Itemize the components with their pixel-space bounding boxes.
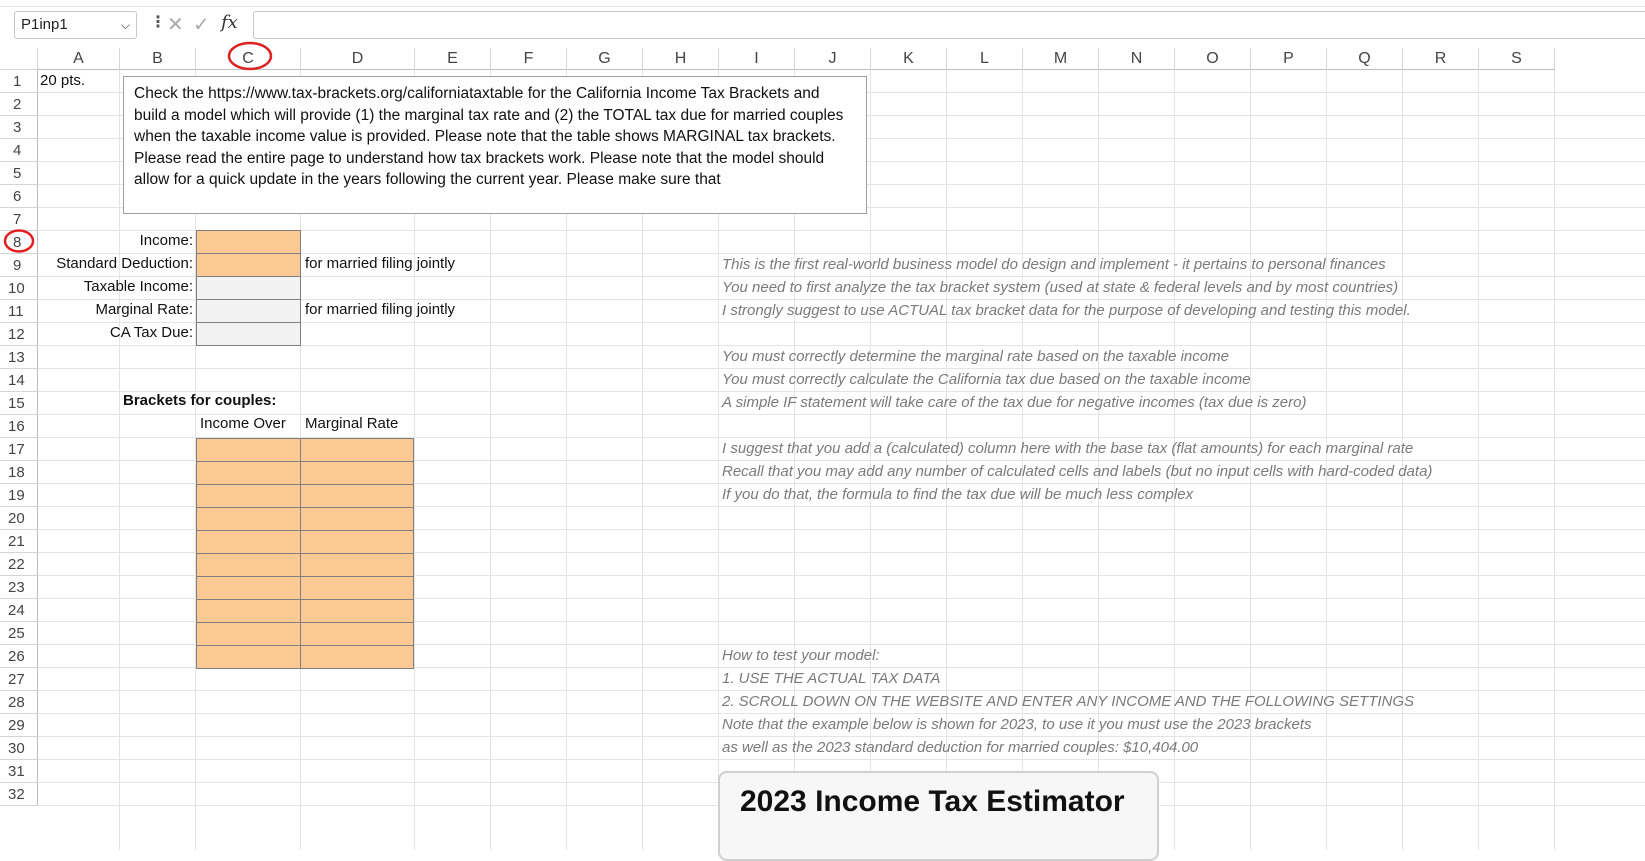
column-header-i[interactable]: I (719, 48, 795, 70)
annotation-circle-row8 (2, 228, 36, 254)
row-header-14[interactable]: 14 (0, 369, 38, 392)
row-header-12[interactable]: 12 (0, 323, 38, 346)
row-header-4[interactable]: 4 (0, 139, 38, 162)
brackets-heading: Brackets for couples: (123, 392, 277, 409)
ribbon-edge (0, 0, 1645, 7)
note-line: A simple IF statement will take care of the tax due for negative incomes (tax due is zero) (722, 394, 1307, 411)
marginal-rate-cell[interactable] (300, 484, 414, 508)
column-header-m[interactable]: M (1023, 48, 1099, 70)
row-header-27[interactable]: 27 (0, 668, 38, 691)
marginal-rate-cell[interactable] (300, 599, 414, 623)
row-header-28[interactable]: 28 (0, 691, 38, 714)
row-header-10[interactable]: 10 (0, 277, 38, 300)
note-line: 1. USE THE ACTUAL TAX DATA (722, 670, 941, 687)
select-all-corner[interactable] (0, 48, 38, 70)
marginal-rate-cell[interactable] (300, 461, 414, 485)
note-line: Recall that you may add any number of calculated cells and labels (but no input cells with hard-coded data) (722, 463, 1433, 480)
std-deduction-label: Standard Deduction: (56, 255, 193, 272)
column-header-s[interactable]: S (1479, 48, 1555, 70)
column-header-k[interactable]: K (871, 48, 947, 70)
marginal-rate-cell[interactable] (300, 622, 414, 646)
row-header-2[interactable]: 2 (0, 93, 38, 116)
row-header-29[interactable]: 29 (0, 714, 38, 737)
row-header-19[interactable]: 19 (0, 484, 38, 507)
column-header-c[interactable]: C (196, 48, 301, 70)
income-over-header: Income Over (200, 415, 286, 432)
row-header-21[interactable]: 21 (0, 530, 38, 553)
column-header-a[interactable]: A (38, 48, 120, 70)
row-header-23[interactable]: 23 (0, 576, 38, 599)
column-header-r[interactable]: R (1403, 48, 1479, 70)
note-line: You must correctly calculate the California tax due based on the taxable income (722, 371, 1251, 388)
income-input[interactable] (196, 230, 301, 254)
income-over-cell[interactable] (196, 507, 301, 531)
marginal-rate-cell[interactable] (300, 553, 414, 577)
more-options-icon[interactable]: ⋮ (150, 14, 166, 31)
income-over-cell[interactable] (196, 645, 301, 669)
income-over-cell[interactable] (196, 438, 301, 462)
marginal-rate-cell[interactable] (300, 438, 414, 462)
row-header-31[interactable]: 31 (0, 760, 38, 783)
estimator-title: 2023 Income Tax Estimator (740, 785, 1125, 818)
note-line: as well as the 2023 standard deduction for married couples: $10,404.00 (722, 739, 1199, 756)
ca-tax-due-cell[interactable] (196, 322, 301, 346)
ca-tax-due-label: CA Tax Due: (109, 324, 193, 341)
marginal-rate-cell[interactable] (196, 299, 301, 323)
fx-icon[interactable]: fx (221, 12, 238, 33)
note-line: This is the first real-world business model do design and implement - it pertains to personal finances (722, 256, 1386, 273)
instructions-text: Check the https://www.tax-brackets.org/californiataxtable for the California Income Tax Brackets and build a model which will provide (1) the marginal tax rate and (2) the TOTAL tax due for married couples when the taxable income value is provided. Please note that the table shows MARGINAL tax brackets. Please read the entire page to understand how tax brackets work. Please note that the model should allow for a quick update in the years following the current year. Please make sure that (134, 85, 844, 188)
income-label: Income: (139, 232, 193, 249)
row-header-18[interactable]: 18 (0, 461, 38, 484)
taxable-income-label: Taxable Income: (83, 278, 193, 295)
note-line: You need to first analyze the tax bracket system (used at state & federal levels and by most countries) (722, 279, 1399, 296)
note-line: If you do that, the formula to find the tax due will be much less complex (722, 486, 1194, 503)
row-header-9[interactable]: 9 (0, 254, 38, 277)
income-over-cell[interactable] (196, 599, 301, 623)
row-header-1[interactable]: 1 (0, 70, 38, 93)
tax-estimator-image (718, 771, 1159, 861)
row-header-7[interactable]: 7 (0, 208, 38, 231)
formula-bar-buttons (165, 12, 245, 38)
marginal-rate-header: Marginal Rate (305, 415, 399, 432)
chevron-down-icon[interactable]: ⌵ (120, 18, 130, 32)
std-deduction-input[interactable] (196, 253, 301, 277)
row-header-25[interactable]: 25 (0, 622, 38, 645)
marginal-rate-note: for married filing jointly (305, 301, 456, 318)
row-header-32[interactable]: 32 (0, 783, 38, 806)
row-header-5[interactable]: 5 (0, 162, 38, 185)
column-header-e[interactable]: E (415, 48, 491, 70)
column-header-b[interactable]: B (120, 48, 196, 70)
note-line: Note that the example below is shown for 2023, to use it you must use the 2023 brackets (722, 716, 1312, 733)
row-header-20[interactable]: 20 (0, 507, 38, 530)
income-over-cell[interactable] (196, 553, 301, 577)
column-header-o[interactable]: O (1175, 48, 1251, 70)
column-header-p[interactable]: P (1251, 48, 1327, 70)
row-header-11[interactable]: 11 (0, 300, 38, 323)
column-header-g[interactable]: G (567, 48, 643, 70)
income-over-cell[interactable] (196, 622, 301, 646)
column-header-n[interactable]: N (1099, 48, 1175, 70)
cancel-x-icon[interactable]: ✕ (167, 14, 184, 36)
row-header-3[interactable]: 3 (0, 116, 38, 139)
column-header-l[interactable]: L (947, 48, 1023, 70)
column-header-j[interactable]: J (795, 48, 871, 70)
note-line: I strongly suggest to use ACTUAL tax bracket data for the purpose of developing and testing this model. (722, 302, 1411, 319)
instructions-textbox[interactable] (123, 76, 867, 214)
row-header-22[interactable]: 22 (0, 553, 38, 576)
row-header-17[interactable]: 17 (0, 438, 38, 461)
note-line: How to test your model: (722, 647, 880, 664)
column-header-h[interactable]: H (643, 48, 719, 70)
std-deduction-note: for married filing jointly (305, 255, 456, 272)
checkmark-icon[interactable]: ✓ (193, 14, 210, 36)
row-header-6[interactable]: 6 (0, 185, 38, 208)
name-box[interactable] (14, 11, 137, 39)
marginal-rate-cell[interactable] (300, 645, 414, 669)
row-header-26[interactable]: 26 (0, 645, 38, 668)
taxable-income-cell[interactable] (196, 276, 301, 300)
row-header-16[interactable]: 16 (0, 415, 38, 438)
cell-a1[interactable]: 20 pts. (40, 72, 86, 89)
income-over-cell[interactable] (196, 530, 301, 554)
marginal-rate-cell[interactable] (300, 507, 414, 531)
row-header-24[interactable]: 24 (0, 599, 38, 622)
row-header-13[interactable]: 13 (0, 346, 38, 369)
column-header-q[interactable]: Q (1327, 48, 1403, 70)
note-line: I suggest that you add a (calculated) column here with the base tax (flat amounts) for each marginal rate (722, 440, 1414, 457)
gridline-horizontal (38, 759, 1645, 760)
income-over-cell[interactable] (196, 484, 301, 508)
row-header-30[interactable]: 30 (0, 737, 38, 760)
income-over-cell[interactable] (196, 461, 301, 485)
marginal-rate-cell[interactable] (300, 530, 414, 554)
annotation-circle-c (226, 39, 274, 71)
note-line: 2. SCROLL DOWN ON THE WEBSITE AND ENTER ANY INCOME AND THE FOLLOWING SETTINGS (722, 693, 1415, 710)
column-header-f[interactable]: F (491, 48, 567, 70)
name-box-value: P1inp1 (21, 16, 68, 33)
column-header-d[interactable]: D (301, 48, 415, 70)
marginal-rate-label: Marginal Rate: (95, 301, 193, 318)
income-over-cell[interactable] (196, 576, 301, 600)
marginal-rate-cell[interactable] (300, 576, 414, 600)
worksheet-grid (0, 48, 1645, 848)
row-header-8[interactable]: 8 (0, 231, 38, 254)
row-header-15[interactable]: 15 (0, 392, 38, 415)
formula-input[interactable] (253, 11, 1645, 39)
note-line: You must correctly determine the marginal rate based on the taxable income (722, 348, 1229, 365)
